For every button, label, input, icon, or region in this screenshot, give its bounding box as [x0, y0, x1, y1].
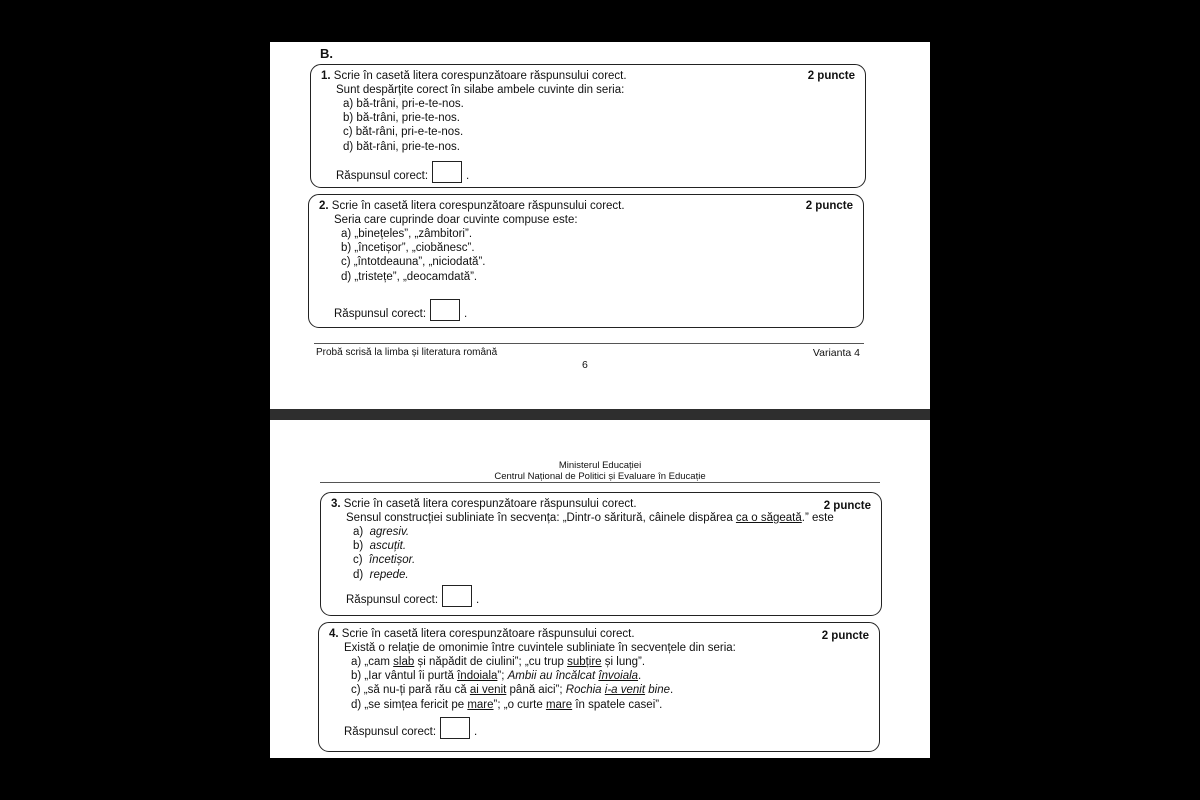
question-stem: Seria care cuprinde doar cuvinte compuse este:	[334, 214, 578, 226]
footer-divider	[314, 343, 864, 344]
question-3-header	[331, 497, 637, 511]
answer-row	[336, 161, 469, 183]
answer-box[interactable]	[440, 717, 470, 739]
answer-dot: .	[476, 593, 480, 606]
option-c: c) „întotdeauna”, „niciodată”.	[341, 256, 486, 269]
question-number: 3.	[331, 498, 341, 510]
question-instruction: Scrie în casetă litera corespunzătoare răspunsului corect.	[343, 498, 637, 510]
answer-dot: .	[474, 725, 478, 738]
points-label: 2 puncte	[805, 200, 853, 212]
option-b: b) „încetișor”, „ciobănesc”.	[341, 242, 475, 255]
option-b: b) bă-trâni, prie-te-nos.	[343, 112, 460, 125]
question-3-box	[320, 492, 882, 616]
question-4-box	[318, 622, 880, 752]
question-instruction: Scrie în casetă litera corespunzătoare răspunsului corect.	[341, 628, 635, 640]
option-b: b) „Iar vântul îi purtă îndoiala”; Ambii au încălcat învoiala.	[351, 670, 642, 683]
page-separator	[270, 409, 930, 420]
option-a: a) „cam slab și năpădit de ciulini”; „cu trup subțire și lung”.	[351, 656, 646, 668]
points-label: 2 puncte	[823, 500, 871, 512]
question-number: 4.	[329, 628, 339, 640]
answer-row	[334, 299, 467, 321]
ministry-header	[270, 460, 930, 482]
ministry-name: Ministerul Educației	[558, 460, 642, 471]
option-d: d) băt-râni, prie-te-nos.	[343, 140, 460, 153]
question-2-header	[319, 199, 625, 213]
answer-box[interactable]	[442, 585, 472, 607]
points-label: 2 puncte	[807, 70, 855, 82]
answer-box[interactable]	[432, 161, 462, 183]
question-instruction: Scrie în casetă litera corespunzătoare răspunsului corect.	[333, 70, 627, 82]
options-list	[351, 655, 673, 712]
question-4-header	[329, 627, 635, 641]
answer-label: Răspunsul corect:	[344, 725, 437, 738]
answer-row	[346, 585, 479, 607]
options-list	[343, 97, 464, 154]
footer-variant: Varianta 4	[812, 347, 860, 359]
answer-row	[344, 717, 477, 739]
option-d: d) „tristețe”, „deocamdată”.	[341, 270, 478, 283]
option-d: d) repede.	[353, 568, 409, 581]
question-stem: Există o relație de omonimie între cuvintele subliniate în secvențele din seria:	[344, 642, 736, 654]
page-number: 6	[582, 359, 588, 371]
option-c: c) încetișor.	[353, 554, 416, 567]
question-2-box	[308, 194, 864, 328]
option-a: a) „binețeles”, „zâmbitori”.	[341, 228, 473, 240]
answer-dot: .	[464, 307, 468, 320]
points-label: 2 puncte	[821, 630, 869, 642]
question-instruction: Scrie în casetă litera corespunzătoare răspunsului corect.	[331, 200, 625, 212]
answer-box[interactable]	[430, 299, 460, 321]
question-stem	[346, 511, 834, 525]
section-letter: B.	[320, 46, 333, 61]
stem-text: Sensul construcției subliniate în secvența: „Dintr-o săritură, câinele dispărea	[346, 512, 736, 524]
question-1-box	[310, 64, 866, 188]
question-stem: Sunt despărțite corect în silabe ambele cuvinte din seria:	[336, 84, 625, 96]
question-number: 1.	[321, 70, 331, 82]
footer-subject: Probă scrisă la limba și literatura română	[316, 347, 498, 358]
options-list	[353, 525, 415, 582]
option-d: d) „se simțea fericit pe mare”; „o curte mare în spatele casei”.	[351, 698, 663, 711]
answer-label: Răspunsul corect:	[334, 307, 427, 320]
answer-dot: .	[466, 169, 470, 182]
option-c: c) băt-râni, pri-e-te-nos.	[343, 126, 464, 139]
option-a: a) bă-trâni, pri-e-te-nos.	[343, 98, 464, 110]
answer-label: Răspunsul corect:	[336, 169, 429, 182]
center-name: Centrul Național de Politici și Evaluare în Educație	[494, 471, 706, 482]
answer-label: Răspunsul corect:	[346, 593, 439, 606]
question-1-header	[321, 69, 627, 83]
header-divider	[320, 482, 880, 483]
option-b: b) ascuțit.	[353, 540, 407, 553]
stem-underlined: ca o săgeată	[735, 512, 802, 524]
option-c: c) „să nu-ți pară rău că ai venit până aici”; Rochia i-a venit bine.	[351, 684, 674, 697]
question-number: 2.	[319, 200, 329, 212]
stem-text-end: .” este	[801, 512, 834, 524]
option-a: a) agresiv.	[353, 526, 410, 538]
exam-page-6	[270, 42, 930, 409]
options-list	[341, 227, 485, 284]
exam-page-7	[270, 420, 930, 758]
